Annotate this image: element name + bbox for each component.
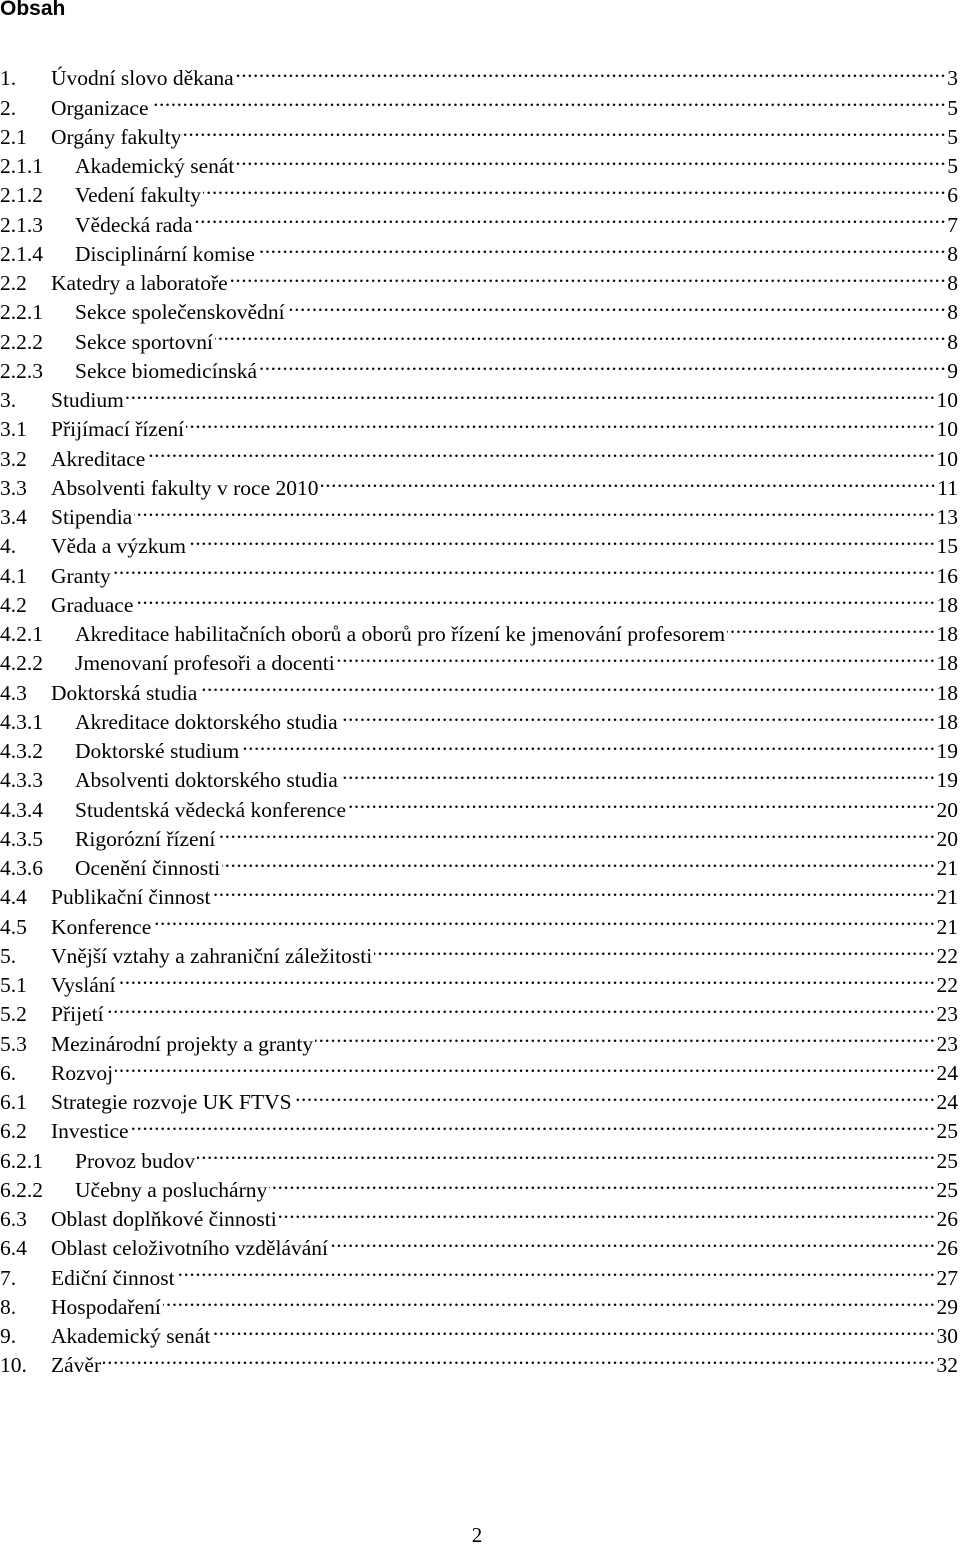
toc-entry-page: 10: [936, 446, 958, 471]
toc-entry[interactable]: [0, 378, 960, 412]
toc-entry-number: 4.3.1: [0, 709, 43, 734]
toc-entry-number: 3.: [0, 388, 17, 412]
toc-entry-title: Úvodní slovo děkana: [51, 66, 234, 91]
toc-dot-leader: [131, 1109, 936, 1138]
toc-entry-number: 1.: [0, 66, 17, 91]
toc-dot-leader: [330, 1226, 935, 1255]
toc-entry-title: Oblast celoživotního vzdělávání: [51, 1236, 329, 1261]
toc-entry-number: 2.: [0, 95, 17, 120]
toc-entry-page: 18: [936, 622, 958, 646]
toc-dot-leader: [217, 817, 935, 846]
toc-entry[interactable]: [0, 56, 960, 91]
toc-entry-title: Vyslání: [51, 973, 116, 997]
toc-entry-page: 3: [947, 66, 958, 91]
toc-dot-leader: [236, 56, 947, 85]
toc-entry-title: Mezinárodní projekty a granty: [51, 1031, 314, 1056]
toc-entry-page: 15: [936, 534, 958, 559]
toc-entry-page: 10: [936, 388, 958, 412]
toc-entry-page: 25: [936, 1148, 958, 1173]
toc-entry-title: Vnější vztahy a zahraniční záležitosti: [51, 943, 373, 968]
toc-entry-number: 4.5: [0, 914, 27, 939]
toc-entry-number: 10.: [0, 1353, 27, 1378]
toc-entry-title: Ocenění činnosti: [75, 856, 221, 880]
toc-entry-page: 7: [947, 212, 958, 237]
toc-entry-page: 8: [947, 241, 958, 266]
toc-entry-number: 6.4: [0, 1236, 27, 1261]
toc-entry-number: 5.1: [0, 973, 27, 997]
toc-entry-title: Přijímací řízení: [51, 417, 185, 442]
toc-dot-leader: [269, 1168, 935, 1197]
toc-entry-number: 6.2.2: [0, 1177, 43, 1202]
toc-entry-number: 4.3.4: [0, 797, 43, 822]
toc-entry-title: Investice: [51, 1119, 129, 1144]
toc-dot-leader: [186, 407, 935, 436]
toc-entry-number: 2.2: [0, 271, 27, 295]
toc-dot-leader: [203, 173, 946, 202]
toc-entry-page: 25: [936, 1177, 958, 1202]
table-of-contents: [0, 56, 960, 1378]
toc-entry[interactable]: [0, 1109, 960, 1144]
toc-dot-leader: [222, 846, 935, 875]
toc-dot-leader: [212, 1314, 935, 1343]
toc-entry-title: Ediční činnost: [51, 1265, 175, 1290]
toc-entry[interactable]: [0, 992, 960, 1027]
toc-entry-title: Rozvoj: [51, 1060, 114, 1085]
toc-entry-number: 3.2: [0, 446, 27, 471]
toc-entry[interactable]: [0, 524, 960, 559]
toc-entry-title: Akreditace: [51, 446, 146, 471]
toc-entry-number: 2.1.3: [0, 212, 43, 237]
toc-entry[interactable]: [0, 495, 960, 529]
toc-entry-page: 19: [936, 768, 958, 793]
toc-entry-number: 2.1.2: [0, 183, 43, 208]
page-number: 2: [471, 1523, 483, 1547]
toc-entry-page: 18: [936, 592, 958, 617]
toc-dot-leader: [177, 1255, 936, 1284]
toc-dot-leader: [348, 787, 935, 816]
toc-entry-page: 30: [936, 1324, 958, 1348]
toc-entry-page: 32: [936, 1353, 958, 1378]
toc-dot-leader: [315, 1021, 935, 1050]
toc-dot-leader: [163, 1285, 936, 1314]
toc-entry-title: Sekce společenskovědní: [75, 300, 285, 325]
toc-entry-number: 2.2.3: [0, 358, 43, 383]
toc-entry-number: 4.3.2: [0, 739, 43, 763]
toc-entry-page: 18: [936, 709, 958, 734]
toc-entry-page: 8: [947, 329, 958, 354]
toc-entry-title: Věda a výzkum: [51, 534, 186, 559]
toc-entry-number: 2.2.1: [0, 300, 43, 325]
toc-entry-page: 18: [936, 651, 958, 676]
toc-dot-leader: [241, 729, 935, 758]
toc-dot-leader: [212, 875, 935, 904]
toc-entry-page: 9: [947, 358, 958, 383]
toc-dot-leader: [134, 495, 935, 524]
toc-entry-page: 25: [936, 1119, 958, 1144]
toc-entry-page: 5: [947, 124, 958, 149]
toc-dot-leader: [195, 202, 947, 231]
toc-entry-page: 13: [936, 505, 958, 529]
toc-entry-page: 21: [936, 885, 958, 910]
toc-entry[interactable]: [0, 407, 960, 442]
toc-entry-title: Sekce biomedicínská: [75, 358, 258, 383]
toc-dot-leader: [151, 85, 947, 114]
toc-entry-title: Provoz budov: [75, 1148, 196, 1173]
toc-entry-page: 24: [936, 1090, 958, 1114]
toc-dot-leader: [118, 963, 936, 992]
toc-entry-page: 20: [936, 826, 958, 851]
toc-entry-page: 26: [936, 1207, 958, 1231]
toc-entry-title: Jmenovaní profesoři a docenti: [75, 651, 335, 676]
toc-dot-leader: [115, 1051, 935, 1080]
toc-dot-leader: [183, 115, 946, 144]
toc-dot-leader: [215, 319, 946, 348]
toc-entry[interactable]: [0, 583, 960, 617]
toc-entry-page: 27: [936, 1265, 958, 1290]
toc-dot-leader: [126, 378, 936, 407]
toc-entry-page: 5: [947, 95, 958, 120]
toc-entry-title: Hospodaření: [51, 1294, 161, 1319]
toc-entry-page: 11: [937, 475, 958, 500]
toc-dot-leader: [147, 436, 935, 465]
toc-entry-number: 2.1: [0, 124, 27, 149]
toc-entry-title: Studentská vědecká konference: [75, 797, 347, 822]
toc-dot-leader: [294, 1080, 936, 1109]
toc-entry-number: 5.3: [0, 1031, 27, 1056]
toc-entry-title: Vědecká rada: [75, 212, 193, 237]
toc-dot-leader: [236, 144, 946, 173]
toc-dot-leader: [199, 670, 935, 699]
toc-entry-number: 2.2.2: [0, 329, 43, 354]
toc-entry-title: Akademický senát: [51, 1324, 211, 1348]
toc-dot-leader: [188, 524, 936, 553]
toc-entry-page: 16: [936, 563, 958, 588]
toc-entry-page: 6: [947, 183, 958, 208]
toc-entry-page: 10: [936, 417, 958, 442]
toc-entry-title: Učebny a posluchárny: [75, 1177, 268, 1202]
toc-entry[interactable]: [0, 553, 960, 588]
toc-dot-leader: [321, 466, 937, 495]
toc-entry-page: 23: [936, 1031, 958, 1056]
toc-entry-number: 5.2: [0, 1002, 27, 1027]
toc-entry-number: 3.3: [0, 475, 27, 500]
toc-entry-page: 22: [936, 973, 958, 997]
toc-dot-leader: [340, 758, 936, 787]
toc-dot-leader: [197, 1138, 935, 1167]
toc-dot-leader: [287, 290, 947, 319]
toc-dot-leader: [106, 992, 936, 1021]
toc-entry[interactable]: [0, 1021, 960, 1056]
toc-entry-title: Granty: [51, 563, 111, 588]
toc-entry-page: 22: [936, 943, 958, 968]
toc-entry-page: 18: [936, 680, 958, 705]
toc-entry-page: 8: [947, 300, 958, 325]
toc-entry-number: 4.3.3: [0, 768, 43, 793]
toc-entry-title: Konference: [51, 914, 152, 939]
toc-entry-number: 4.3.6: [0, 856, 43, 880]
toc-entry-number: 6.2.1: [0, 1148, 43, 1173]
toc-entry-number: 6.1: [0, 1090, 27, 1114]
toc-entry-title: Přijetí: [51, 1002, 104, 1027]
toc-entry-title: Absolventi fakulty v roce 2010: [51, 475, 319, 500]
toc-entry-title: Absolventi doktorského studia: [75, 768, 338, 793]
toc-entry-page: 19: [936, 739, 958, 763]
toc-entry-title: Studium: [51, 388, 124, 412]
toc-entry[interactable]: [0, 1051, 960, 1085]
toc-entry[interactable]: [0, 1343, 960, 1378]
toc-entry-page: 21: [936, 914, 958, 939]
toc-entry-title: Akreditace habilitačních oborů a oborů pro řízení ke jmenování profesorem: [75, 622, 726, 646]
toc-entry-title: Akademický senát: [75, 154, 235, 178]
toc-entry-number: 6.: [0, 1060, 17, 1085]
toc-entry-title: Orgány fakulty: [51, 124, 182, 149]
toc-dot-leader: [257, 232, 947, 261]
toc-entry-title: Sekce sportovní: [75, 329, 213, 354]
toc-dot-leader: [727, 612, 935, 641]
toc-entry-title: Publikační činnost: [51, 885, 211, 910]
toc-entry-title: Graduace: [51, 592, 134, 617]
toc-dot-leader: [153, 904, 935, 933]
toc-entry-title: Vedení fakulty: [75, 183, 201, 208]
toc-dot-leader: [374, 934, 935, 963]
toc-dot-leader: [259, 349, 946, 378]
toc-entry-title: Akreditace doktorského studia: [75, 709, 338, 734]
toc-entry-title: Doktorská studia: [51, 680, 198, 705]
toc-entry-number: 4.1: [0, 563, 27, 588]
toc-entry-number: 5.: [0, 943, 17, 968]
page-title: Obsah: [0, 0, 66, 20]
toc-entry-title: Katedry a laboratoře: [51, 271, 228, 295]
toc-entry-title: Disciplinární komise: [75, 241, 255, 266]
toc-entry-number: 3.1: [0, 417, 27, 442]
toc-dot-leader: [279, 1197, 936, 1226]
toc-entry-title: Doktorské studium: [75, 739, 240, 763]
toc-entry-number: 7.: [0, 1265, 17, 1290]
toc-entry-number: 9.: [0, 1324, 17, 1348]
toc-entry-number: 3.4: [0, 505, 27, 529]
toc-entry-page: 21: [936, 856, 958, 880]
toc-dot-leader: [337, 641, 936, 670]
toc-entry[interactable]: [0, 963, 960, 997]
toc-entry[interactable]: [0, 1138, 960, 1173]
toc-entry-number: 4.3.5: [0, 826, 43, 851]
toc-entry-number: 2.1.4: [0, 241, 43, 266]
toc-entry-page: 29: [936, 1294, 958, 1319]
toc-entry-title: Rigorózní řízení: [75, 826, 216, 851]
toc-entry-number: 2.1.1: [0, 154, 43, 178]
toc-entry[interactable]: [0, 1080, 960, 1114]
toc-entry-number: 4.2.2: [0, 651, 43, 676]
toc-entry-number: 4.: [0, 534, 17, 559]
toc-entry-page: 24: [936, 1060, 958, 1085]
toc-entry-title: Stipendia: [51, 505, 133, 529]
toc-entry-title: Organizace: [51, 95, 149, 120]
toc-entry-number: 6.3: [0, 1207, 27, 1231]
toc-entry-title: Oblast doplňkové činnosti: [51, 1207, 277, 1231]
toc-entry-page: 8: [947, 271, 958, 295]
toc-entry-page: 20: [936, 797, 958, 822]
toc-dot-leader: [135, 583, 935, 612]
toc-entry-number: 4.2: [0, 592, 27, 617]
toc-entry-number: 8.: [0, 1294, 17, 1319]
toc-dot-leader: [230, 261, 947, 290]
toc-entry-page: 5: [947, 154, 958, 178]
toc-entry-title: Závěr: [51, 1353, 102, 1378]
toc-entry-title: Strategie rozvoje UK FTVS: [51, 1090, 292, 1114]
toc-entry-number: 4.3: [0, 680, 27, 705]
toc-entry-number: 6.2: [0, 1119, 27, 1144]
toc-dot-leader: [103, 1343, 935, 1372]
toc-entry-number: 4.4: [0, 885, 27, 910]
toc-entry-number: 4.2.1: [0, 622, 43, 646]
toc-entry[interactable]: [0, 612, 960, 646]
toc-dot-leader: [113, 553, 936, 582]
toc-entry-page: 23: [936, 1002, 958, 1027]
toc-dot-leader: [340, 700, 936, 729]
toc-entry-page: 26: [936, 1236, 958, 1261]
